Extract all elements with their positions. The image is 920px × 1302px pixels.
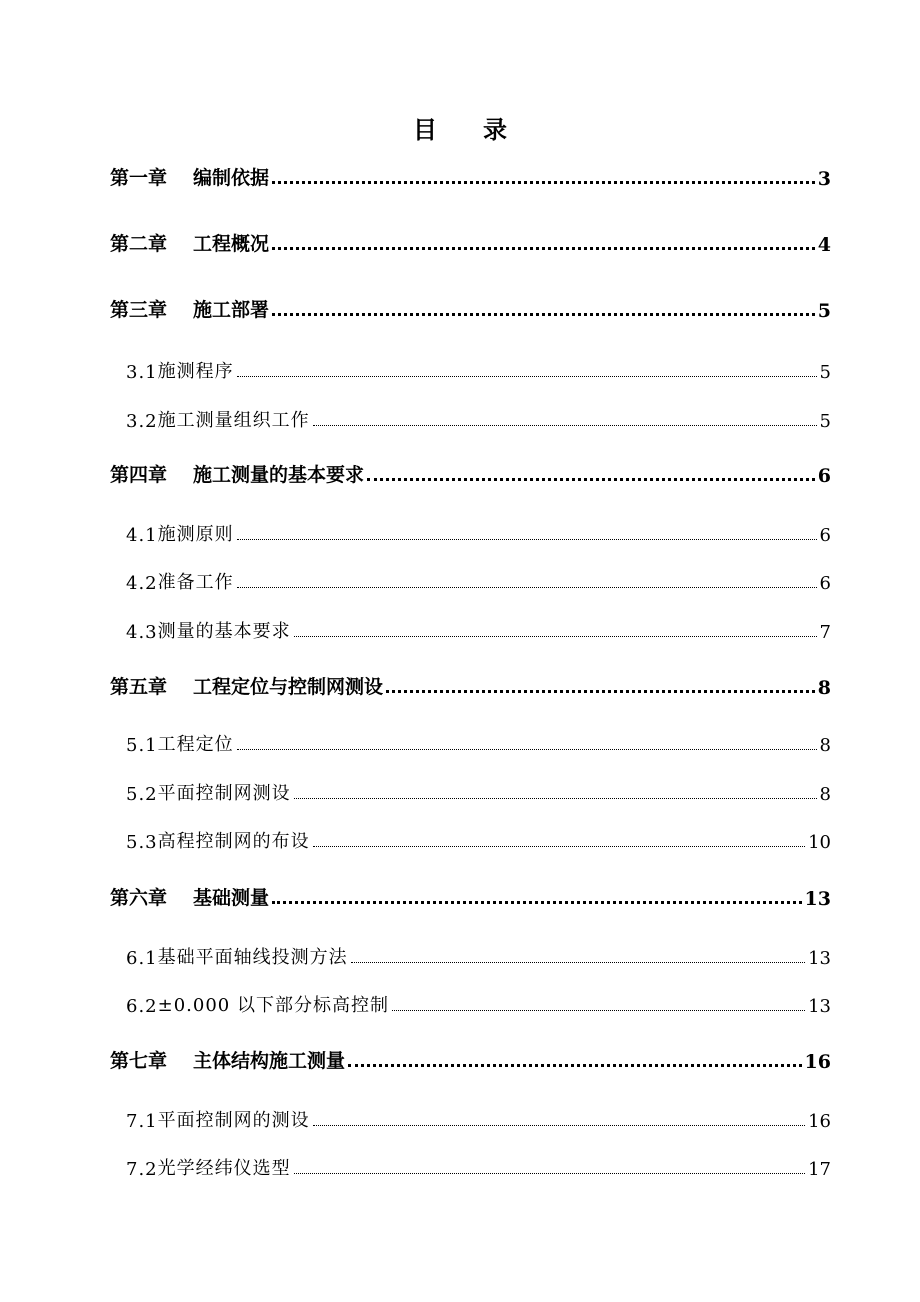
toc-title [0,110,920,145]
toc-entry-label: 施工测量的基本要求 [193,464,365,486]
toc-chapter-entry[interactable] [110,669,831,699]
toc-section-entry[interactable] [126,402,831,432]
toc-entry-page-number: 4 [817,234,831,256]
toc-entry-page-number: 6 [819,573,831,594]
toc-entry-label: 光学经纬仪选型 [157,1158,291,1179]
toc-entry-label: 测量的基本要求 [157,621,291,642]
toc-chapter-entry[interactable] [110,880,831,910]
toc-entry-page-number: 16 [804,1051,831,1073]
dot-leader [313,846,805,847]
toc-entry-number: 第三章 [110,299,168,321]
dot-leader [272,181,815,184]
toc-entry-label: 施工测量组织工作 [157,410,310,431]
toc-entry-number: 第六章 [110,887,168,909]
toc-entry-number: 3.1 [126,362,158,383]
toc-entry-number: 5.1 [126,735,158,756]
toc-entry-label: 施工部署 [193,299,270,321]
toc-entry-number: 第四章 [110,464,168,486]
toc-entry-page-number: 13 [808,948,831,969]
toc-entry-label: 施测原则 [157,524,234,545]
toc-section-entry[interactable] [126,613,831,643]
toc-entry-label: 编制依据 [193,167,270,189]
toc-entry-number: 第二章 [110,233,168,255]
toc-chapter-entry[interactable] [110,160,831,190]
toc-entry-page-number: 13 [804,888,831,910]
toc-chapter-entry[interactable] [110,292,831,322]
toc-entry-number: 5.2 [126,784,158,805]
toc-entry-label: 平面控制网的测设 [157,1110,310,1131]
toc-section-entry[interactable] [126,939,831,969]
toc-entry-page-number: 5 [819,362,831,383]
toc-section-entry[interactable] [126,726,831,756]
dot-leader [351,962,805,963]
toc-entry-page-number: 6 [817,465,831,487]
toc-entry-number: 6.2 [126,996,158,1017]
toc-section-entry[interactable] [126,564,831,594]
toc-entry-page-number: 17 [808,1159,831,1180]
dot-leader [237,587,817,588]
dot-leader [313,1125,805,1126]
toc-section-entry[interactable] [126,775,831,805]
toc-section-entry[interactable] [126,1102,831,1132]
toc-entry-page-number: 13 [808,996,831,1017]
toc-title-left: 目 [413,115,437,144]
toc-entry-page-number: 8 [819,784,831,805]
toc-entry-number: 3.2 [126,411,158,432]
toc-chapter-entry[interactable] [110,226,831,256]
dot-leader [272,313,815,316]
toc-section-entry[interactable] [126,353,831,383]
dot-leader [294,798,817,799]
toc-section-entry[interactable] [126,1150,831,1180]
toc-entry-number: 6.1 [126,948,158,969]
toc-entry-label: 基础测量 [193,887,270,909]
toc-entry-page-number: 6 [819,525,831,546]
toc-entry-label: 平面控制网测设 [157,783,291,804]
dot-leader [313,425,817,426]
toc-entry-label: 工程定位与控制网测设 [193,676,384,698]
dot-leader [237,749,817,750]
toc-entry-number: 4.3 [126,622,158,643]
toc-entry-number: 7.2 [126,1159,158,1180]
toc-entry-page-number: 5 [817,300,831,322]
toc-section-entry[interactable] [126,823,831,853]
toc-entry-page-number: 10 [808,832,831,853]
toc-entry-number: 7.1 [126,1111,158,1132]
dot-leader [272,901,802,904]
dot-leader [294,1173,805,1174]
toc-entry-page-number: 8 [819,735,831,756]
dot-leader [294,636,817,637]
dot-leader [272,247,815,250]
toc-entry-label: 基础平面轴线投测方法 [157,947,348,968]
toc-entry-page-number: 8 [817,677,831,699]
toc-title-right: 录 [483,115,507,144]
toc-entry-label: 工程定位 [157,734,234,755]
toc-chapter-entry[interactable] [110,1043,831,1073]
toc-entry-label: 主体结构施工测量 [193,1050,346,1072]
toc-entry-number: 4.1 [126,525,158,546]
toc-section-entry[interactable] [126,516,831,546]
toc-entry-label: 施测程序 [157,361,234,382]
toc-entry-number: 第五章 [110,676,168,698]
dot-leader [392,1010,805,1011]
toc-entry-page-number: 16 [808,1111,831,1132]
toc-entry-label: 高程控制网的布设 [157,831,310,852]
toc-entry-page-number: 5 [819,411,831,432]
dot-leader [237,539,817,540]
toc-entry-label: 准备工作 [157,572,234,593]
toc-entry-number: 第一章 [110,167,168,189]
toc-entry-label: 工程概况 [193,233,270,255]
dot-leader [237,376,817,377]
toc-entry-number: 第七章 [110,1050,168,1072]
toc-entry-label: ±0.000 以下部分标高控制 [157,995,389,1016]
toc-entry-number: 4.2 [126,573,158,594]
toc-entry-page-number: 7 [819,622,831,643]
toc-entry-number: 5.3 [126,832,158,853]
dot-leader [386,690,815,693]
toc-section-entry[interactable] [126,987,831,1017]
toc-chapter-entry[interactable] [110,457,831,487]
toc-entry-page-number: 3 [817,168,831,190]
dot-leader [367,478,815,481]
dot-leader [348,1064,802,1067]
